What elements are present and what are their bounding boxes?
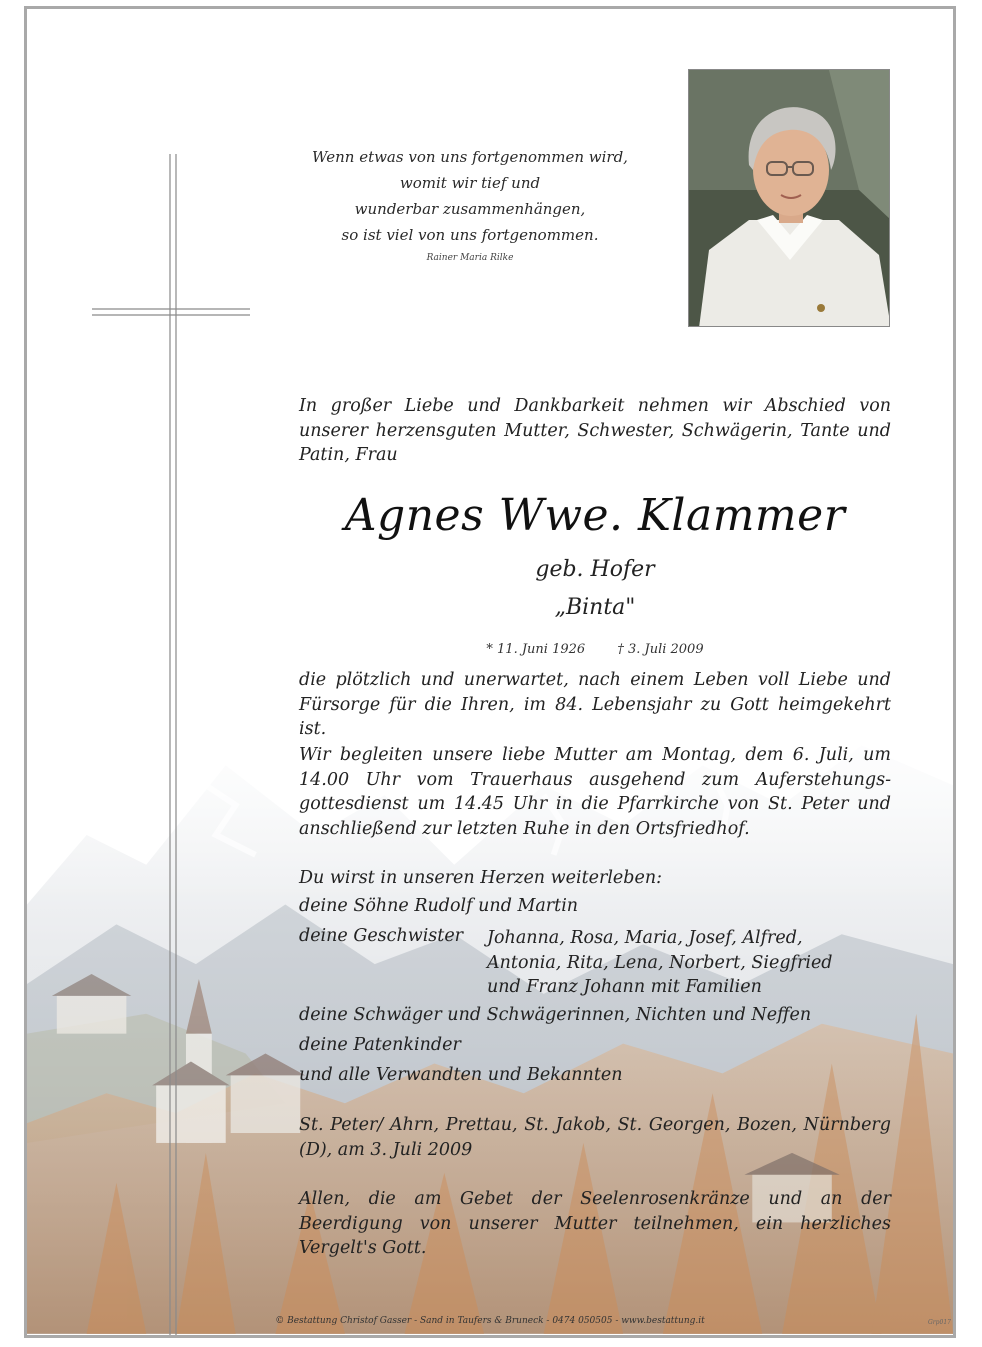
quote-line: wunderbar zusammenhängen, (354, 200, 586, 218)
siblings-line: Johanna, Rosa, Maria, Josef, Alfred, (487, 928, 803, 948)
quote-line: womit wir tief und (399, 174, 541, 192)
birth-date: * 11. Juni 1926 (486, 642, 586, 657)
quote-author: Rainer Maria Rilke (426, 253, 514, 263)
life-dates (290, 642, 900, 657)
maiden-name: geb. Hofer (535, 557, 655, 582)
mourners-relatives: und alle Verwandten und Bekannten (299, 1065, 623, 1085)
mourners-in-laws: deine Schwäger und Schwägerinnen, Nichten und Neffen (299, 1005, 812, 1025)
mourners-siblings-label: deine Geschwister (299, 926, 464, 946)
siblings-line: und Franz Johann mit Familien (487, 977, 762, 997)
deceased-name: Agnes Wwe. Klammer (344, 490, 846, 541)
mourners-siblings-list (487, 926, 887, 1000)
mourners-godchildren: deine Patenkinder (299, 1035, 461, 1055)
funeral-text: Wir begleiten unsere liebe Mutter am Montag, dem 6. Juli, um 14.00 Uhr vom Trauerhaus ausgehend zum Auferstehungs-gottesdienst um 14.45 Uhr in die Pfarrkirche von St. Peter und anschließend zur letzten Ruhe in den Ortsfriedhof. (299, 745, 891, 839)
nickname: „Binta" (554, 595, 636, 620)
portrait-photo (688, 69, 890, 327)
corner-mark: Grp017 (928, 1319, 951, 1326)
portrait-image (689, 70, 890, 327)
intro-text: In großer Liebe und Dankbarkeit nehmen wir Abschied von unserer herzensguten Mutter, Schwester, Schwägerin, Tante und Patin, Frau (299, 396, 891, 465)
mourners-sons: deine Söhne Rudolf und Martin (299, 896, 579, 916)
death-date: † 3. Juli 2009 (617, 642, 704, 657)
cross-icon (92, 154, 256, 1338)
quote-line: so ist viel von uns fortgenommen. (341, 226, 599, 244)
quote (280, 144, 660, 248)
siblings-line: Antonia, Rita, Lena, Norbert, Siegfried (487, 952, 833, 973)
quote-line: Wenn etwas von uns fortgenommen wird, (312, 148, 628, 166)
mourners-heading: Du wirst in unseren Herzen weiterleben: (299, 868, 663, 888)
place-date: St. Peter/ Ahrn, Prettau, St. Jakob, St. Georgen, Bozen, Nürnberg (D), am 3. Juli 2009 (299, 1115, 891, 1160)
thanks-text: Allen, die am Gebet der Seelenrosenkränze und an der Beerdigung von unserer Mutter teilnehmen, ein herzliches Vergelt's Gott. (299, 1189, 891, 1258)
footer-credit: © Bestattung Christof Gasser - Sand in Taufers & Bruneck - 0474 050505 - www.bestattung.it (275, 1316, 705, 1326)
death-text: die plötzlich und unerwartet, nach einem Leben voll Liebe und Fürsorge für die Ihren, im 84. Lebensjahr zu Gott heimgekehrt ist. (299, 670, 891, 739)
